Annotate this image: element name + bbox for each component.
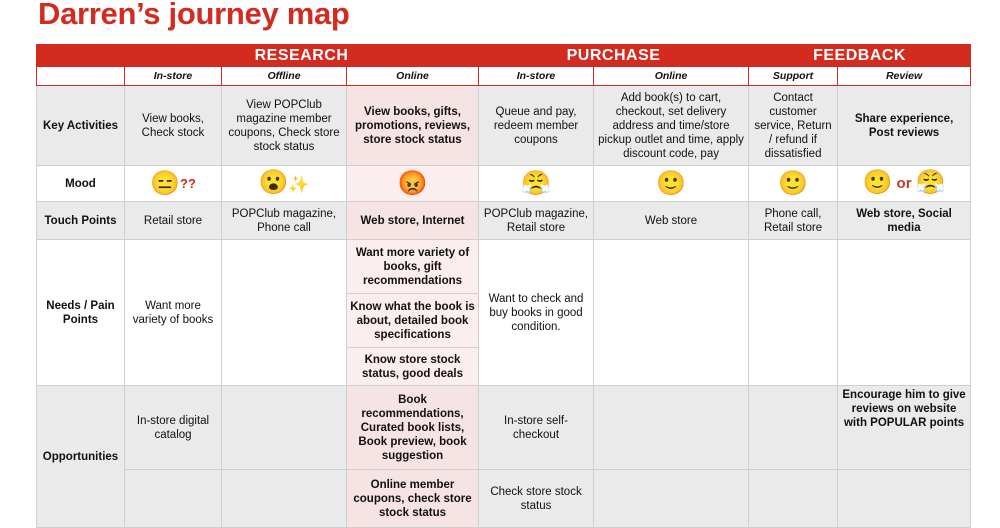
channel-purchase-instore: In-store [479, 67, 594, 86]
channel-feedback-support: Support [749, 67, 838, 86]
mood-cell [594, 166, 749, 202]
mood-cell [347, 166, 479, 202]
opportunity-cell: Online member coupons, check store stock status [347, 470, 479, 528]
row-label-mood: Mood [37, 166, 125, 202]
opportunity-cell [222, 470, 347, 528]
mood-cell [125, 166, 222, 202]
channel-feedback-review: Review [838, 67, 971, 86]
key-activity-cell: View books, gifts, promotions, reviews, store stock status [347, 86, 479, 166]
opportunity-cell: Book recommendations, Curated book lists, Book preview, book suggestion [347, 386, 479, 470]
need-cell: Know store stock status, good deals [347, 348, 479, 386]
steam-face-icon: 😤 [521, 169, 551, 197]
channel-purchase-online: Online [594, 67, 749, 86]
key-activity-cell: Share experience, Post reviews [838, 86, 971, 166]
need-cell [594, 240, 749, 386]
channel-research-online: Online [347, 67, 479, 86]
opportunity-cell [125, 470, 222, 528]
row-label-needs: Needs / Pain Points [37, 240, 125, 386]
need-cell [222, 240, 347, 386]
opportunity-cell: Encourage him to give reviews on website with POPULAR points [838, 386, 971, 470]
need-cell [838, 240, 971, 386]
touch-point-cell: Retail store [125, 202, 222, 240]
mood-cell [749, 166, 838, 202]
key-activity-cell: Add book(s) to cart, checkout, set delivery address and time/store pickup outlet and time, apply discount code, pay [594, 86, 749, 166]
opportunity-cell [222, 386, 347, 470]
key-activity-cell: Contact customer service, Return / refund if dissatisfied [749, 86, 838, 166]
opportunity-cell: In-store self-checkout [479, 386, 594, 470]
smiling-face-icon: 🙂 [778, 169, 808, 197]
phase-purchase: PURCHASE [479, 45, 749, 67]
key-activity-cell: View POPClub magazine member coupons, Check store stock status [222, 86, 347, 166]
mood-cell [479, 166, 594, 202]
or-label: or [896, 174, 912, 192]
opportunity-cell: In-store digital catalog [125, 386, 222, 470]
need-cell: Want more variety of books, gift recommendations [347, 240, 479, 294]
page-title: Darren’s journey map [38, 0, 350, 31]
expressionless-face-icon: 😑 [150, 169, 180, 197]
smiling-face-icon: 🙂 [656, 169, 686, 197]
question-marks: ?? [180, 175, 196, 191]
need-cell: Want to check and buy books in good condition. [479, 240, 594, 386]
steam-face-icon: 😤 [915, 169, 946, 197]
key-activity-cell: View books, Check stock [125, 86, 222, 166]
opportunity-cell [749, 386, 838, 470]
phase-feedback: FEEDBACK [749, 45, 971, 67]
smiling-face-icon: 🙂 [862, 169, 893, 197]
mood-cell [222, 166, 347, 202]
row-label-opportunities: Opportunities [37, 386, 125, 528]
touch-point-cell: Web store [594, 202, 749, 240]
angry-face-icon: 😡 [397, 169, 428, 197]
opportunity-cell [749, 470, 838, 528]
touch-point-cell: Web store, Internet [347, 202, 479, 240]
touch-point-cell: Phone call, Retail store [749, 202, 838, 240]
touch-point-cell: POPClub magazine, Phone call [222, 202, 347, 240]
need-cell: Know what the book is about, detailed book specifications [347, 294, 479, 348]
opportunity-cell [838, 470, 971, 528]
journey-map-table [36, 44, 971, 528]
channel-research-offline: Offline [222, 67, 347, 86]
row-label-key-activities: Key Activities [37, 86, 125, 166]
corner-cell [37, 67, 125, 86]
sparkles-icon: ✨ [288, 174, 310, 194]
surprised-face-icon: 😮 [258, 168, 289, 196]
mood-cell [838, 166, 971, 202]
opportunity-cell [594, 386, 749, 470]
need-cell: Want more variety of books [125, 240, 222, 386]
need-cell [749, 240, 838, 386]
touch-point-cell: POPClub magazine, Retail store [479, 202, 594, 240]
key-activity-cell: Queue and pay, redeem member coupons [479, 86, 594, 166]
opportunity-cell [594, 470, 749, 528]
phase-research: RESEARCH [125, 45, 479, 67]
row-label-touch-points: Touch Points [37, 202, 125, 240]
channel-research-instore: In-store [125, 67, 222, 86]
touch-point-cell: Web store, Social media [838, 202, 971, 240]
opportunity-cell: Check store stock status [479, 470, 594, 528]
